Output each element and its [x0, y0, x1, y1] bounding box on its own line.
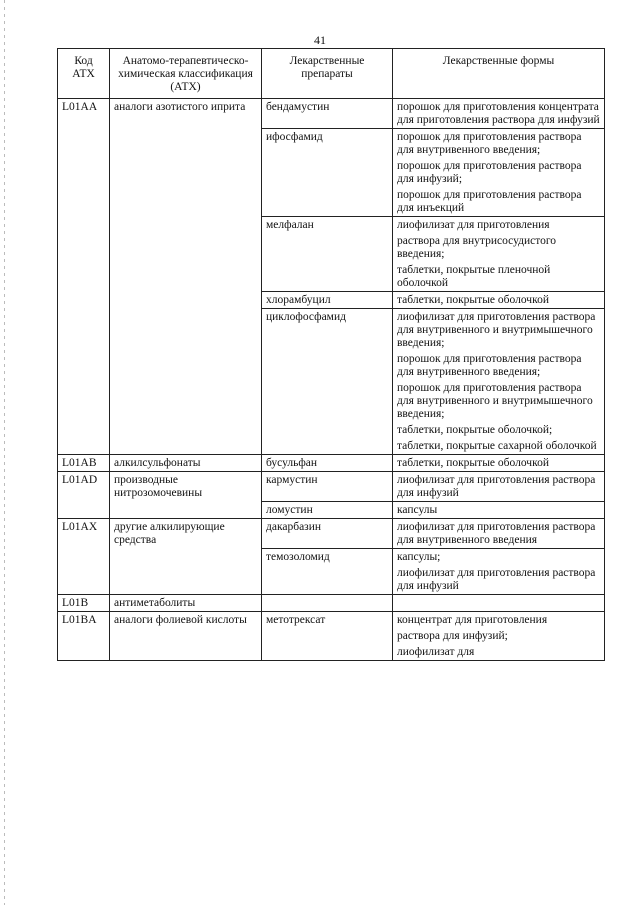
atc-code-cell: L01AX: [58, 519, 110, 595]
dosage-form: раствора для инфузий;: [397, 630, 508, 642]
atc-code-cell: L01B: [58, 595, 110, 612]
drug-name-cell: кармустин: [262, 472, 393, 502]
table-row: [58, 472, 605, 502]
header-drugs: Лекарственные препараты: [262, 49, 393, 99]
dosage-forms-cell: [393, 129, 605, 217]
dosage-form: лиофилизат для приготовления раствора для инфузий: [397, 474, 596, 499]
drug-name-cell: мелфалан: [262, 217, 393, 292]
drug-name-cell: бусульфан: [262, 455, 393, 472]
dosage-forms-cell: [393, 292, 605, 309]
drug-name-cell: метотрексат: [262, 612, 393, 661]
table-row: [58, 595, 605, 612]
dosage-forms-cell: [393, 595, 605, 612]
dosage-form: раствора для внутрисосудистого введения;: [397, 235, 557, 260]
dosage-forms-cell: [393, 502, 605, 519]
page-number: 41: [314, 33, 326, 47]
dosage-forms-cell: [393, 549, 605, 595]
atc-code-cell: L01AA: [58, 99, 110, 455]
header-code: Код АТХ: [58, 49, 110, 99]
scan-edge-mark: [4, 0, 5, 905]
dosage-form: таблетки, покрытые оболочкой;: [397, 424, 553, 436]
atc-class-cell: аналоги фолиевой кислоты: [110, 612, 262, 661]
table-body: [58, 99, 605, 661]
dosage-form: лиофилизат для: [397, 646, 475, 658]
table-row: [58, 99, 605, 129]
atc-code-cell: L01AD: [58, 472, 110, 519]
atc-class-cell: антиметаболиты: [110, 595, 262, 612]
dosage-form: концентрат для приготовления: [397, 614, 548, 626]
drug-name-cell: циклофосфамид: [262, 309, 393, 455]
dosage-form: лиофилизат для приготовления раствора для инфузий: [397, 567, 596, 592]
dosage-forms-cell: [393, 472, 605, 502]
dosage-form: капсулы: [397, 504, 438, 516]
dosage-forms-cell: [393, 455, 605, 472]
dosage-form: таблетки, покрытые оболочкой: [397, 294, 549, 306]
header-forms: Лекарственные формы: [393, 49, 605, 99]
dosage-form: порошок для приготовления раствора для внутривенного и внутримышечного введения;: [397, 382, 593, 420]
dosage-form: таблетки, покрытые сахарной оболочкой: [397, 440, 597, 452]
table-row: [58, 455, 605, 472]
drug-name-cell: ломустин: [262, 502, 393, 519]
drug-name-cell: темозоломид: [262, 549, 393, 595]
drug-name-cell: хлорамбуцил: [262, 292, 393, 309]
dosage-form: порошок для приготовления раствора для инфузий;: [397, 160, 582, 185]
dosage-form: лиофилизат для приготовления: [397, 219, 550, 231]
atc-class-cell: другие алкилирующие средства: [110, 519, 262, 595]
dosage-form: порошок для приготовления раствора для инъекций: [397, 189, 582, 214]
atc-class-cell: алкилсульфонаты: [110, 455, 262, 472]
dosage-forms-cell: [393, 309, 605, 455]
drug-name-cell: бендамустин: [262, 99, 393, 129]
dosage-form: порошок для приготовления концентрата для приготовления раствора для инфузий: [397, 101, 600, 126]
dosage-form: порошок для приготовления раствора для внутривенного введения;: [397, 131, 582, 156]
dosage-form: лиофилизат для приготовления раствора для внутривенного и внутримышечного введения;: [397, 311, 596, 349]
dosage-forms-cell: [393, 99, 605, 129]
table-row: [58, 519, 605, 549]
dosage-form: таблетки, покрытые пленочной оболочкой: [397, 264, 551, 289]
dosage-forms-cell: [393, 519, 605, 549]
atc-class-cell: аналоги азотистого иприта: [110, 99, 262, 455]
atc-code-cell: L01BA: [58, 612, 110, 661]
atc-code-cell: L01AB: [58, 455, 110, 472]
drug-name-cell: [262, 595, 393, 612]
table-row: [58, 612, 605, 661]
drug-name-cell: ифосфамид: [262, 129, 393, 217]
dosage-form: порошок для приготовления раствора для внутривенного введения;: [397, 353, 582, 378]
header-row: [58, 49, 605, 99]
atc-table: [57, 48, 605, 661]
dosage-forms-cell: [393, 217, 605, 292]
drug-name-cell: дакарбазин: [262, 519, 393, 549]
atc-class-cell: производные нитрозомочевины: [110, 472, 262, 519]
dosage-form: капсулы;: [397, 551, 441, 563]
header-classification: Анатомо-терапевтическо-химическая классификация (АТХ): [110, 49, 262, 99]
dosage-form: лиофилизат для приготовления раствора для внутривенного введения: [397, 521, 596, 546]
dosage-form: таблетки, покрытые оболочкой: [397, 457, 549, 469]
dosage-forms-cell: [393, 612, 605, 661]
